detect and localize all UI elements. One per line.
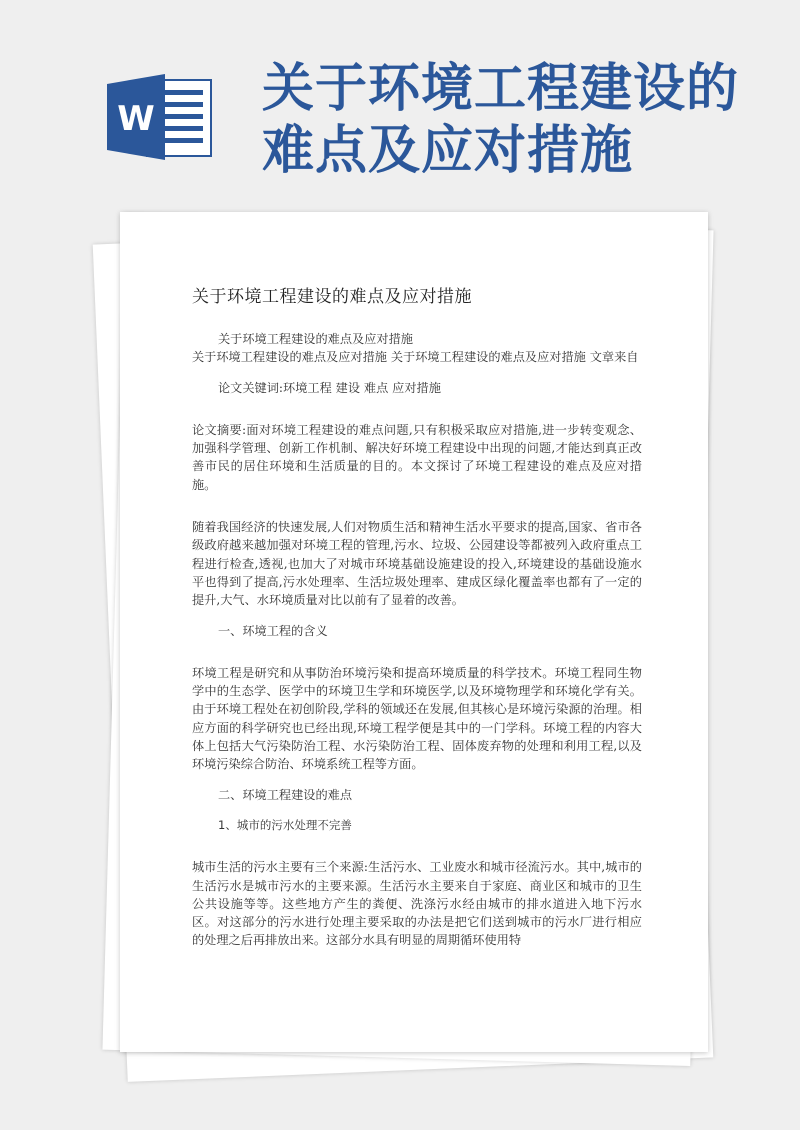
section-heading: 二、环境工程建设的难点 [218, 787, 353, 802]
abstract-paragraph: 论文摘要:面对环境工程建设的难点问题,只有积极采取应对措施,进一步转变观念、加强科学管理、创新工作机制、解决好环境工程建设中出现的问题,才能达到真正改善市民的居住环境和生活质量的目的。本文探讨了环境工程建设的难点及应对措施。 [192, 422, 642, 492]
paragraph: 随着我国经济的快速发展,人们对物质生活和精神生活水平要求的提高,国家、省市各级政府越来越加强对环境工程的管理,污水、垃圾、公园建设等都被列入政府重点工程进行检查,透视,也加大了对城市环境基础设施建设的投入,环境建设的基础设施水平也得到了提高,污水处理率、生活垃圾处理率、建成区绿化覆盖率也都有了一定的提升,大气、水环境质量对比以前有了显着的改善。 [192, 520, 642, 608]
keywords-paragraph: 论文关键词:环境工程 建设 难点 应对措施 [218, 380, 441, 395]
word-document-icon [107, 72, 217, 162]
svg-text:W: W [117, 99, 155, 139]
paragraph: 环境工程是研究和从事防治环境污染和提高环境质量的科学技术。环境工程同生物学中的生态学、医学中的环境卫生学和环境医学,以及环境物理学和环境化学有关。由于环境工程处在初创阶段,学科的领域还在发展,但其核心是环境污染源的治理。相应方面的科学研究也已经出现,环境工程学便是其中的一门学科。环境工程的内容大体上包括大气污染防治工程、水污染防治工程、固体废弃物的处理和利用工程,以及环境污染综合防治、环境系统工程等方面。 [192, 665, 642, 772]
section-heading: 一、环境工程的含义 [218, 623, 328, 638]
paragraph: 关于环境工程建设的难点及应对措施 [218, 332, 413, 346]
page-title: 关于环境工程建设的难点及应对措施 [262, 59, 740, 181]
paragraph: 城市生活的污水主要有三个来源:生活污水、工业废水和城市径流污水。其中,城市的生活污水是城市污水的主要来源。生活污水主要来自于家庭、商业区和城市的卫生公共设施等等。这些地方产生的粪便、洗涤污水经由城市的排水道进入地下污水区。对这部分的污水进行处理主要采取的办法是把它们送到城市的污水厂进行相应的处理之后再排放出来。这部分水具有明显的周期循环使用特 [192, 860, 642, 948]
document-body [192, 330, 642, 950]
subsection-heading: 1、城市的污水处理不完善 [218, 817, 352, 832]
document-page [120, 212, 708, 1052]
paragraph: 关于环境工程建设的难点及应对措施 关于环境工程建设的难点及应对措施 文章来自 [192, 350, 639, 365]
document-title: 关于环境工程建设的难点及应对措施 [192, 287, 472, 307]
